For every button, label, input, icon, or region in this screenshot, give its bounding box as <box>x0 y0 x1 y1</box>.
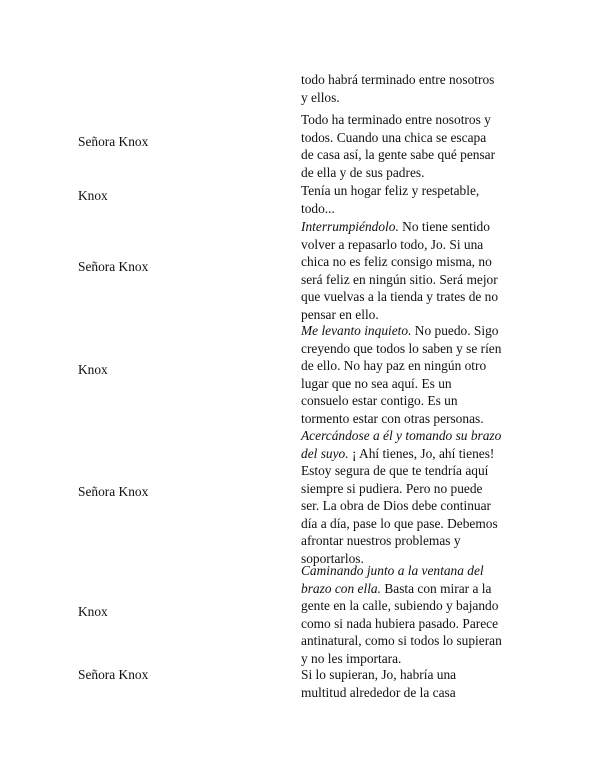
dialogue-text <box>301 666 561 701</box>
dialogue-line: Todo ha terminado entre nosotros y <box>301 112 491 127</box>
dialogue-line: volver a repasarlo todo, Jo. Si una <box>301 236 484 252</box>
dialogue-line: multitud alrededor de la casa <box>301 684 456 700</box>
dialogue-line: será feliz en ningún sitio. Será mejor <box>301 271 498 287</box>
dialogue-line: Si lo supieran, Jo, habría una <box>301 667 457 682</box>
dialogue-line: tormento estar con otras personas. <box>301 410 484 426</box>
dialogue-line: pensar en ello. <box>301 306 379 322</box>
dialogue-line: Tenía un hogar feliz y respetable, <box>301 183 480 198</box>
dialogue-line: creyendo que todos lo saben y se ríen <box>301 340 502 356</box>
dialogue-line: afrontar nuestros problemas y <box>301 533 461 548</box>
dialogue-line: y no les importara. <box>301 650 402 666</box>
dialogue-line: soportarlos. <box>301 550 364 566</box>
dialogue-text <box>301 427 561 567</box>
dialogue-line: que vuelvas a la tienda y trates de no <box>301 289 499 304</box>
speaker-name: Knox <box>78 604 108 619</box>
dialogue-line: día a día, pase lo que pase. Debemos <box>301 515 498 531</box>
dialogue-text <box>301 562 561 667</box>
dialogue-text <box>301 322 561 427</box>
dialogue-line: de ella y de sus padres. <box>301 164 425 180</box>
dialogue-line: No tiene sentido <box>398 219 490 234</box>
stage-direction: Caminando junto a la ventana del <box>301 563 484 578</box>
dialogue-line: como si nada hubiera pasado. Parece <box>301 615 499 631</box>
dialogue-text <box>301 71 561 106</box>
dialogue-line: gente en la calle, subiendo y bajando <box>301 598 499 613</box>
dialogue-line: todos. Cuando una chica se escapa <box>301 129 487 145</box>
stage-direction: Interrumpiéndolo. <box>301 219 399 234</box>
speaker-name: Señora Knox <box>78 484 149 499</box>
dialogue-text <box>301 218 561 323</box>
dialogue-line: chica no es feliz consigo misma, no <box>301 254 492 269</box>
speaker-name: Knox <box>78 188 108 203</box>
dialogue-text <box>301 182 561 217</box>
speaker-name: Knox <box>78 362 108 377</box>
speaker-name: Señora Knox <box>78 259 149 274</box>
dialogue-line: No puedo. Sigo <box>411 323 499 338</box>
stage-direction: del suyo. <box>301 445 349 461</box>
dialogue-line: lugar que no sea aquí. Es un <box>301 375 452 391</box>
dialogue-line: todo... <box>301 200 335 216</box>
stage-direction: brazo con ella. <box>301 580 381 596</box>
dialogue-line: antinatural, como si todos lo supieran <box>301 633 502 648</box>
dialogue-line: ¡ Ahí tienes, Jo, ahí tienes! <box>348 445 495 461</box>
dialogue-line: de ello. No hay paz en ningún otro <box>301 358 487 373</box>
speaker-name: Señora Knox <box>78 134 149 149</box>
dialogue-line: consuelo estar contigo. Es un <box>301 393 458 408</box>
dialogue-text <box>301 111 561 181</box>
speaker-name: Señora Knox <box>78 667 149 682</box>
dialogue-line: Estoy segura de que te tendría aquí <box>301 463 489 478</box>
dialogue-line: de casa así, la gente sabe qué pensar <box>301 147 496 162</box>
dialogue-line: todo habrá terminado entre nosotros <box>301 72 495 87</box>
dialogue-line: Basta con mirar a la <box>380 580 492 596</box>
dialogue-line: ser. La obra de Dios debe continuar <box>301 498 492 513</box>
dialogue-line: siempre si pudiera. Pero no puede <box>301 480 483 496</box>
stage-direction: Acercándose a él y tomando su brazo <box>301 428 502 443</box>
dialogue-line: y ellos. <box>301 89 340 105</box>
stage-direction: Me levanto inquieto. <box>301 323 412 338</box>
